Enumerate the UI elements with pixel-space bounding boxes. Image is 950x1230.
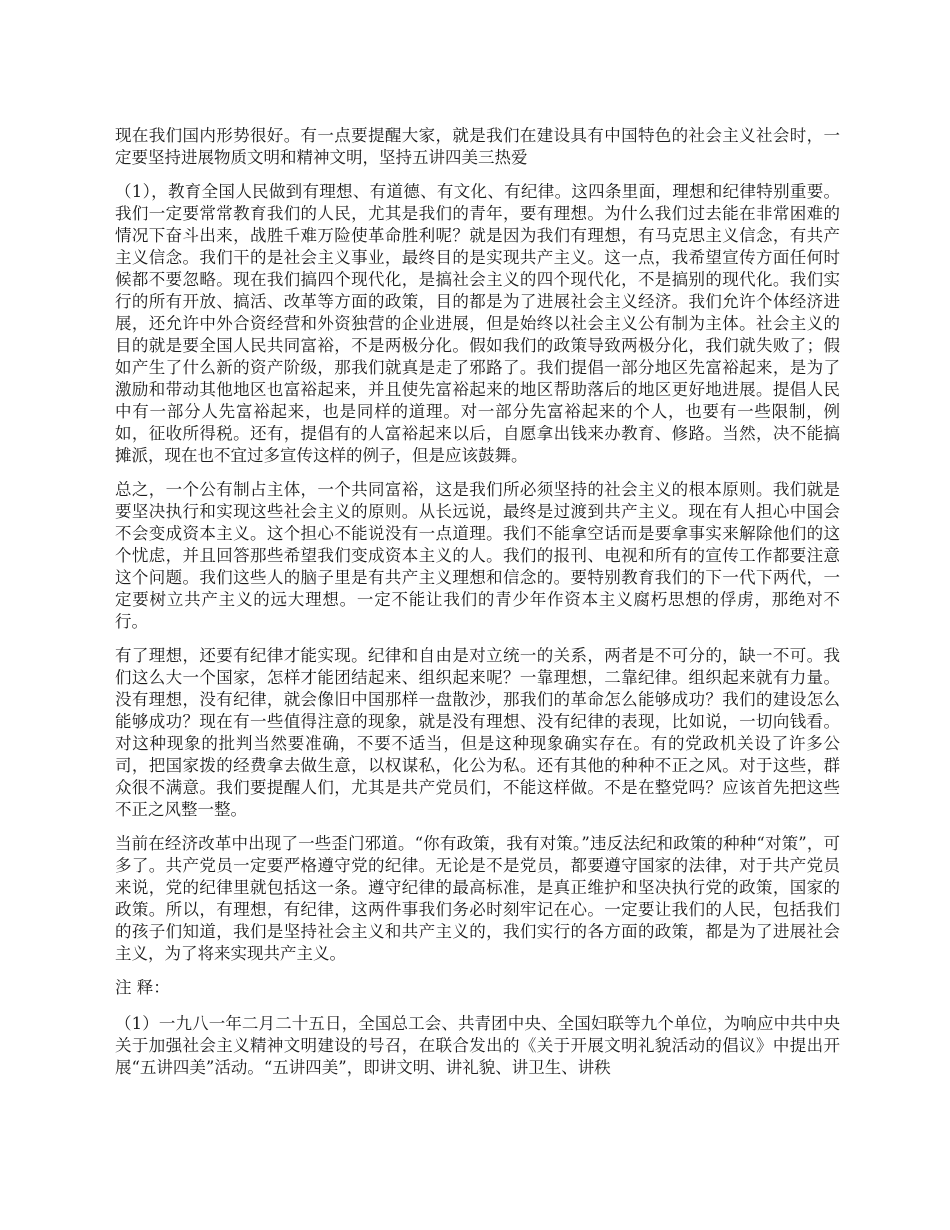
paragraph-intro: 现在我们国内形势很好。有一点要提醒大家，就是我们在建设具有中国特色的社会主义社会时，一定要坚持进展物质文明和精神文明，坚持五讲四美三热爱 bbox=[115, 126, 840, 167]
paragraph-principles: 总之，一个公有制占主体，一个共同富裕，这是我们所必须坚持的社会主义的根本原则。我们就是要坚决执行和实现这些社会主义的原则。从长远说，最终是过渡到共产主义。现在有人担心中国会不会变成资本主义。这个担心不能说没有一点道理。我们不能拿空话而是要拿事实来解除他们的这个忧虑，并且回答那些希望我们变成资本主义的人。我们的报刊、电视和所有的宣传工作都要注意这个问题。我们这些人的脑子里是有共产主义理想和信念的。要特别教育我们的下一代下两代，一定要树立共产主义的远大理想。一定不能让我们的青少年作资本主义腐朽思想的俘虏，那绝对不行。 bbox=[115, 480, 840, 631]
paragraph-ideals: （1），教育全国人民做到有理想、有道德、有文化、有纪律。这四条里面，理想和纪律特别重要。我们一定要常常教育我们的人民，尤其是我们的青年，要有理想。为什么我们过去能在非常困难的情况下奋斗出来，战胜千难万险使革命胜利呢？就是因为我们有理想，有马克思主义信念，有共产主义信念。我们干的是社会主义事业，最终目的是实现共产主义。这一点，我希望宣传方面任何时候都不要忽略。现在我们搞四个现代化，是搞社会主义的四个现代化，不是搞别的现代化。我们实行的所有开放、搞活、改革等方面的政策，目的都是为了进展社会主义经济。我们允许个体经济进展，还允许中外合资经营和外资独营的企业进展，但是始终以社会主义公有制为主体。社会主义的目的就是要全国人民共同富裕，不是两极分化。假如我们的政策导致两极分化，我们就失败了；假如产生了什么新的资产阶级，那我们就真是走了邪路了。我们提倡一部分地区先富裕起来，是为了激励和带动其他地区也富裕起来，并且使先富裕起来的地区帮助落后的地区更好地进展。提倡人民中有一部分人先富裕起来，也是同样的道理。对一部分先富裕起来的个人，也要有一些限制，例如，征收所得税。还有，提倡有的人富裕起来以后，自愿拿出钱来办教育、修路。当然，决不能搞摊派，现在也不宜过多宣传这样的例子，但是应该鼓舞。 bbox=[115, 182, 840, 465]
paragraph-discipline: 有了理想，还要有纪律才能实现。纪律和自由是对立统一的关系，两者是不可分的，缺一不可。我们这么大一个国家，怎样才能团结起来、组织起来呢？一靠理想，二靠纪律。组织起来就有力量。没有理想，没有纪律，就会像旧中国那样一盘散沙，那我们的革命怎么能够成功？我们的建设怎么能够成功？现在有一些值得注意的现象，就是没有理想、没有纪律的表现，比如说，一切向钱看。对这种现象的批判当然要准确，不要不适当，但是这种现象确实存在。有的党政机关设了许多公司，把国家拨的经费拿去做生意，以权谋私，化公为私。还有其他的种种不正之风。对于这些，群众很不满意。我们要提醒人们，尤其是共产党员们，不能这样做。不是在整党吗？应该首先把这些不正之风整一整。 bbox=[115, 646, 840, 819]
document-page bbox=[115, 125, 840, 1091]
paragraph-reform: 当前在经济改革中出现了一些歪门邪道。“你有政策，我有对策。”违反法纪和政策的种种“对策”，可多了。共产党员一定要严格遵守党的纪律。无论是不是党员，都要遵守国家的法律，对于共产党员来说，党的纪律里就包括这一条。遵守纪律的最高标准，是真正维护和坚决执行党的政策，国家的政策。所以，有理想，有纪律，这两件事我们务必时刻牢记在心。一定要让我们的人民，包括我们的孩子们知道，我们是坚持社会主义和共产主义的，我们实行的各方面的政策，都是为了进展社会主义，为了将来实现共产主义。 bbox=[115, 834, 840, 963]
notes-heading: 注 释： bbox=[115, 978, 170, 997]
note-1: （1）一九八一年二月二十五日，全国总工会、共青团中央、全国妇联等九个单位，为响应中共中央关于加强社会主义精神文明建设的号召，在联合发出的《关于开展文明礼貌活动的倡议》中提出开展“五讲四美”活动。“五讲四美”，即讲文明、讲礼貌、讲卫生、讲秩 bbox=[115, 1014, 840, 1077]
